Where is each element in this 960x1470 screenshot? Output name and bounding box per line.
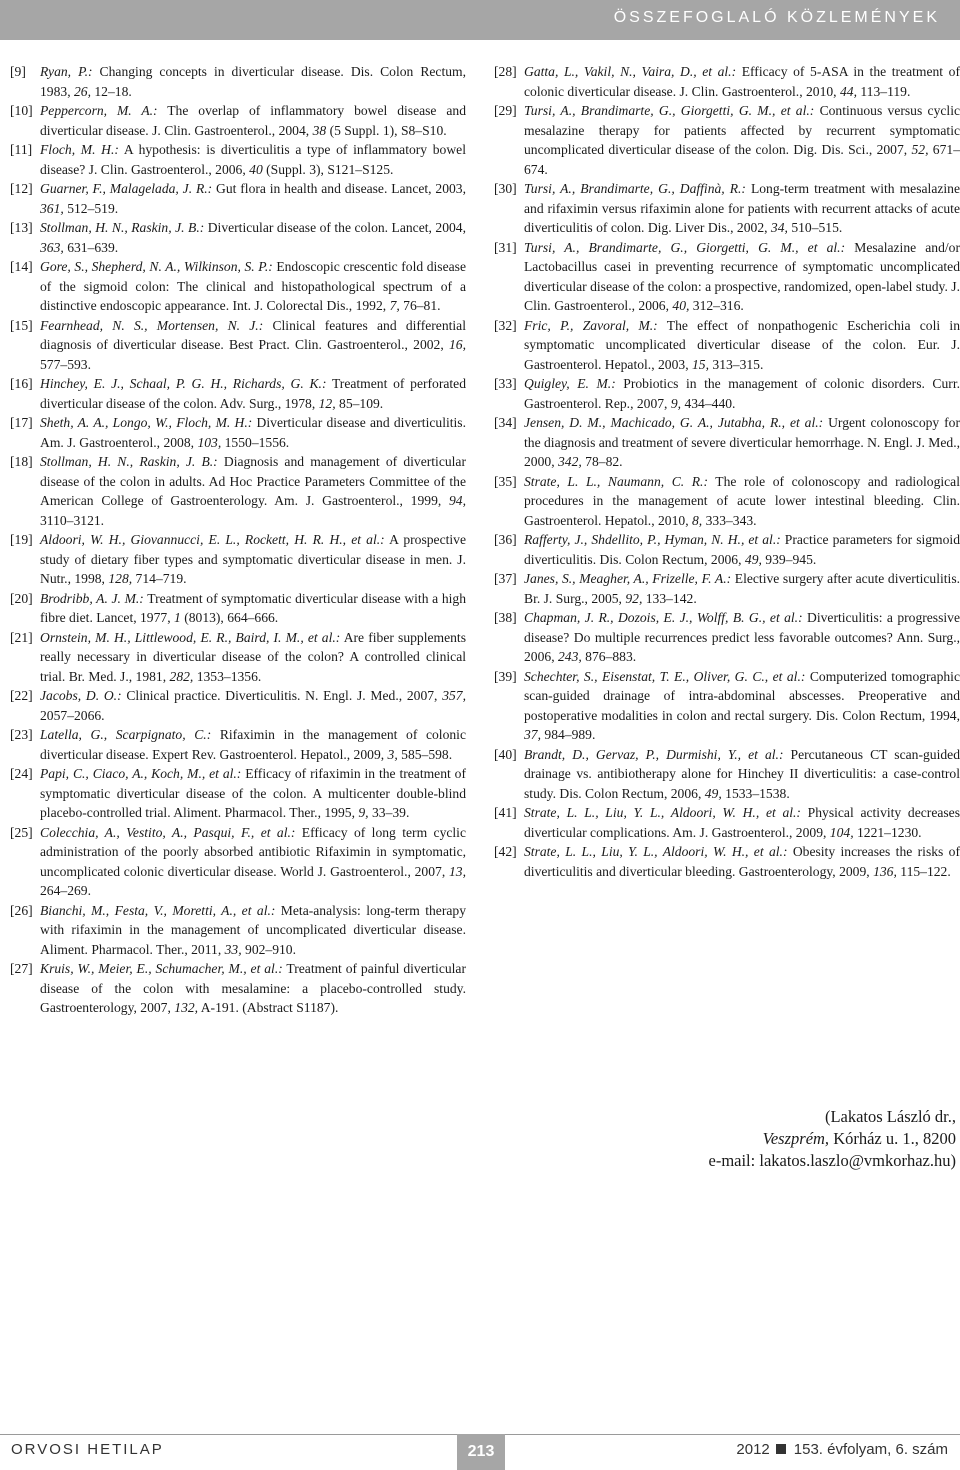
- footer-divider-left: [0, 1434, 457, 1435]
- reference-number: [30]: [494, 181, 517, 196]
- reference-text: Computerized tomographic scan-guided drainage of intra-abdominal abscesses. Preoperative and postoperative modalities in colon and rectal surgery. Dis. Colon Rectum, 1994,: [524, 668, 960, 723]
- reference-item: [494, 413, 960, 472]
- reference-item: [10, 628, 466, 687]
- reference-text: 631–639.: [63, 239, 119, 255]
- reference-volume: 26,: [73, 83, 91, 99]
- reference-authors: Bianchi, M., Festa, V., Moretti, A., et al.:: [40, 902, 276, 918]
- issue-year: 2012: [736, 1441, 770, 1458]
- reference-authors: Stollman, H. N., Raskin, J. B.:: [40, 220, 205, 235]
- references-right-column: [494, 62, 960, 881]
- reference-volume: 243,: [557, 649, 582, 664]
- reference-text: 133–142.: [642, 590, 697, 606]
- reference-volume: 49,: [744, 551, 762, 567]
- reference-item: [494, 745, 960, 804]
- reference-volume: 104,: [829, 824, 854, 840]
- reference-text: 671–674.: [524, 142, 960, 177]
- reference-text: Long-term treatment with mesalazine and rifaximin versus rifaximin alone for patients with recurrent attacks of acute diverticulitis of colon. Dig. Liver Dis., 2002,: [524, 181, 960, 235]
- reference-text: 939–945.: [761, 551, 817, 567]
- reference-volume: 49,: [704, 785, 722, 801]
- reference-text: 76–81.: [399, 298, 441, 313]
- reference-volume: 44,: [839, 83, 857, 99]
- reference-authors: Tursi, A., Brandimarte, G., Giorgetti, G. M., et al.:: [524, 239, 846, 255]
- reference-authors: Schechter, S., Eisenstat, T. E., Oliver, G. C., et al.:: [524, 668, 806, 684]
- section-banner: [0, 0, 960, 40]
- reference-authors: Gatta, L., Vakil, N., Vaira, D., et al.:: [524, 64, 737, 79]
- reference-authors: Brodribb, A. J. M.:: [40, 590, 144, 606]
- reference-authors: Aldoori, W. H., Giovannucci, E. L., Rockett, H. R. H., et al.:: [40, 532, 385, 547]
- reference-volume: 16,: [449, 337, 466, 352]
- reference-item: [10, 959, 466, 1018]
- reference-text: Treatment of perforated diverticular disease of the colon. Adv. Surg., 1978,: [40, 376, 467, 411]
- reference-volume: 342,: [557, 454, 582, 469]
- reference-number: [38]: [494, 610, 517, 625]
- contact-name: (Lakatos László dr.,: [824, 1107, 956, 1126]
- reference-number: [24]: [10, 766, 33, 781]
- reference-item: [10, 140, 466, 179]
- reference-volume: 15,: [692, 356, 709, 372]
- reference-text: 585–598.: [397, 746, 453, 762]
- reference-number: [28]: [494, 64, 517, 79]
- reference-text: Obesity increases the risks of diverticulitis and diverticular bleeding. Gastroenterology, 2009,: [524, 844, 960, 879]
- reference-volume: 94,: [449, 493, 466, 508]
- reference-authors: Rafferty, J., Shdellito, P., Hyman, N. H., et al.:: [524, 532, 781, 547]
- reference-text: Physical activity decreases diverticular complications. Am. J. Gastroenterol., 2009,: [524, 805, 960, 840]
- reference-authors: Janes, S., Meagher, A., Frizelle, F. A.:: [524, 571, 732, 586]
- reference-text: A-191. (Abstract S1187).: [198, 1000, 339, 1015]
- reference-text: Elective surgery after acute diverticulitis. Br. J. Surg., 2005,: [524, 571, 960, 606]
- reference-text: 264–269.: [40, 883, 91, 898]
- reference-text: A hypothesis: is diverticulitis a type of inflammatory bowel disease? J. Clin. Gastroenterol., 2006,: [40, 142, 466, 177]
- reference-item: [494, 530, 960, 569]
- reference-text: Clinical practice. Diverticulitis. N. Engl. J. Med., 2007,: [121, 688, 443, 703]
- references-left-column: [10, 62, 466, 1018]
- reference-text: 115–122.: [896, 863, 951, 879]
- reference-text: 1353–1356.: [193, 668, 262, 684]
- reference-text: The overlap of inflammatory bowel disease and diverticular disease. J. Clin. Gastroenterol., 2004,: [40, 103, 466, 138]
- reference-volume: 9,: [670, 395, 682, 411]
- reference-number: [27]: [10, 961, 33, 976]
- reference-text: Gut flora in health and disease. Lancet, 2003,: [212, 181, 466, 196]
- reference-volume: 52,: [911, 142, 929, 157]
- reference-text: Changing concepts in diverticular disease. Dis. Colon Rectum, 1983,: [40, 64, 466, 99]
- section-title: ÖSSZEFOGLALÓ KÖZLEMÉNYEK: [613, 9, 940, 26]
- journal-name: ORVOSI HETILAP: [11, 1441, 164, 1458]
- reference-item: [10, 901, 466, 960]
- reference-number: [13]: [10, 220, 33, 235]
- reference-text: Clinical features and differential diagnosis of diverticular disease. Best Pract. Clin. Gastroenterol., 2002,: [40, 317, 466, 352]
- reference-text: Diverticular disease and diverticulitis. Am. J. Gastroenterol., 2008,: [40, 415, 466, 450]
- reference-item: [10, 452, 466, 530]
- reference-number: [18]: [10, 454, 33, 469]
- reference-volume: 33,: [224, 941, 242, 957]
- reference-number: [29]: [494, 103, 517, 118]
- reference-authors: Strate, L. L., Naumann, C. R.:: [524, 473, 708, 489]
- reference-text: 113–119.: [856, 83, 911, 99]
- reference-volume: 128,: [108, 571, 133, 586]
- reference-number: [14]: [10, 259, 33, 274]
- reference-text: 312–316.: [689, 298, 744, 313]
- reference-item: [10, 218, 466, 257]
- reference-text: 85–109.: [335, 395, 384, 411]
- reference-number: [11]: [10, 142, 33, 157]
- reference-authors: Floch, M. H.:: [40, 142, 119, 157]
- issue-volume: 153. évfolyam, 6. szám: [793, 1441, 948, 1458]
- reference-authors: Jensen, D. M., Machicado, G. A., Jutabha, R., et al.:: [524, 415, 824, 430]
- contact-address: [596, 1128, 956, 1150]
- reference-number: [16]: [10, 376, 33, 391]
- reference-text: (Suppl. 3), S121–S125.: [262, 161, 394, 177]
- reference-text: 2057–2066.: [40, 707, 105, 723]
- reference-authors: Strate, L. L., Liu, Y. L., Aldoori, W. H., et al.:: [524, 844, 788, 859]
- reference-number: [21]: [10, 629, 33, 645]
- reference-text: Are fiber supplements really necessary in diverticular disease of the colon? A controlled clinical trial. Br. Med. J., 1981,: [40, 629, 466, 684]
- reference-text: Treatment of symptomatic diverticular disease with a high fibre diet. Lancet, 1977,: [40, 590, 466, 625]
- reference-volume: 357,: [442, 688, 466, 703]
- reference-number: [37]: [494, 571, 517, 586]
- reference-item: [10, 686, 466, 725]
- reference-authors: Hinchey, E. J., Schaal, P. G. H., Richards, G. K.:: [40, 376, 327, 391]
- reference-text: 510–515.: [787, 220, 843, 235]
- reference-item: [10, 101, 466, 140]
- reference-authors: Colecchia, A., Vestito, A., Pasqui, F., et al.:: [40, 824, 296, 840]
- reference-authors: Peppercorn, M. A.:: [40, 103, 158, 118]
- reference-text: Meta-analysis: long-term therapy with rifaximin in the management of uncomplicated diverticular disease. Aliment. Pharmacol. Ther., 2011,: [40, 902, 466, 957]
- reference-text: 333–343.: [702, 512, 757, 528]
- reference-item: [494, 62, 960, 101]
- reference-authors: Kruis, W., Meier, E., Schumacher, M., et al.:: [40, 961, 283, 976]
- reference-number: [25]: [10, 824, 33, 840]
- reference-authors: Fric, P., Zavoral, M.:: [524, 317, 658, 333]
- reference-item: [10, 316, 466, 375]
- reference-item: [494, 608, 960, 667]
- reference-text: The effect of nonpathogenic Escherichia coli in symptomatic uncomplicated diverticular disease of the colon. Eur. J. Gastroenterol. Hepatol., 2003,: [524, 317, 960, 372]
- reference-item: [494, 179, 960, 238]
- square-bullet-icon: [776, 1444, 786, 1454]
- reference-number: [36]: [494, 532, 517, 547]
- reference-volume: 282,: [169, 668, 194, 684]
- reference-authors: Tursi, A., Brandimarte, G., Daffinà, R.:: [524, 181, 746, 196]
- reference-number: [26]: [10, 902, 33, 918]
- reference-item: [10, 823, 466, 901]
- reference-text: Endoscopic crescentic fold disease of the sigmoid colon: The clinical and histopathological spectrum of a distinctive endoscopic appearance. Int. J. Colorectal Dis., 1992,: [40, 259, 466, 313]
- reference-volume: 40,: [672, 298, 690, 313]
- reference-text: 577–593.: [40, 356, 91, 372]
- reference-number: [32]: [494, 317, 517, 333]
- reference-text: Diverticular disease of the colon. Lancet, 2004,: [204, 220, 466, 235]
- reference-authors: Latella, G., Scarpignato, C.:: [40, 727, 212, 742]
- reference-number: [15]: [10, 317, 33, 333]
- reference-text: 3110–3121.: [40, 512, 105, 528]
- reference-number: [20]: [10, 590, 33, 606]
- reference-item: [10, 179, 466, 218]
- reference-text: Practice parameters for sigmoid diverticulitis. Dis. Colon Rectum, 2006,: [524, 532, 960, 567]
- reference-number: [9]: [10, 64, 26, 79]
- reference-volume: 361,: [40, 200, 64, 216]
- reference-number: [17]: [10, 415, 33, 430]
- reference-volume: 40: [249, 161, 263, 177]
- reference-text: 313–315.: [709, 356, 764, 372]
- reference-text: The role of colonoscopy and radiological procedures in the management of acute lower intestinal bleeding. Clin. Gastroenterol. Hepatol., 2010,: [524, 473, 960, 528]
- reference-authors: Brandt, D., Gervaz, P., Durmishi, Y., et al.:: [524, 746, 784, 762]
- reference-text: (5 Suppl. 1), S8–S10.: [326, 122, 447, 138]
- reference-text: A prospective study of dietary fiber types and symptomatic diverticular disease in men. J. Nutr., 1998,: [40, 532, 466, 586]
- author-contact: [596, 1106, 956, 1172]
- reference-volume: 37,: [524, 727, 541, 742]
- reference-authors: Papi, C., Ciaco, A., Koch, M., et al.:: [40, 766, 242, 781]
- reference-text: Percutaneous CT scan-guided drainage vs. antibiotherapy alone for Hinchey II diverticulitis: a case-control study. Dis. Colon Rectum, 2006,: [524, 746, 960, 801]
- reference-authors: Chapman, J. R., Dozois, E. J., Wolff, B. G., et al.:: [524, 610, 803, 625]
- reference-number: [39]: [494, 668, 517, 684]
- reference-number: [23]: [10, 727, 33, 742]
- reference-authors: Gore, S., Shepherd, N. A., Wilkinson, S. P.:: [40, 259, 273, 274]
- reference-text: 1550–1556.: [221, 434, 290, 450]
- reference-volume: 9,: [358, 805, 369, 820]
- reference-item: [10, 530, 466, 589]
- reference-text: 1533–1538.: [721, 785, 790, 801]
- reference-volume: 12,: [318, 395, 336, 411]
- reference-authors: Jacobs, D. O.:: [40, 688, 122, 703]
- reference-volume: 7,: [389, 298, 400, 313]
- reference-volume: 38: [312, 122, 327, 138]
- reference-text: 512–519.: [63, 200, 119, 216]
- reference-volume: 363,: [40, 239, 64, 255]
- reference-item: [494, 316, 960, 375]
- reference-item: [494, 238, 960, 316]
- reference-text: 984–989.: [541, 727, 596, 742]
- reference-number: [10]: [10, 103, 33, 118]
- reference-number: [33]: [494, 376, 517, 391]
- contact-city: Veszprém,: [762, 1129, 830, 1148]
- reference-authors: Quigley, E. M.:: [524, 376, 616, 391]
- reference-number: [12]: [10, 181, 33, 196]
- reference-volume: 136,: [873, 863, 897, 879]
- reference-text: Diverticulitis: a progressive disease? Do multiple recurrences predict less favorable outcomes? Ann. Surg., 2006,: [524, 610, 960, 664]
- reference-number: [34]: [494, 415, 517, 430]
- reference-text: Treatment of painful diverticular disease of the colon with mesalamine: a placebo-controlled study. Gastroenterology, 2007,: [40, 961, 466, 1015]
- reference-item: [10, 257, 466, 316]
- reference-volume: 1: [174, 610, 181, 625]
- issue-info: [736, 1441, 948, 1458]
- reference-authors: Fearnhead, N. S., Mortensen, N. J.:: [40, 317, 264, 333]
- reference-text: 12–18.: [90, 83, 132, 99]
- reference-authors: Sheth, A. A., Longo, W., Floch, M. H.:: [40, 415, 253, 430]
- reference-volume: 13,: [449, 863, 466, 879]
- reference-number: [31]: [494, 239, 517, 255]
- reference-item: [494, 374, 960, 413]
- contact-email: e-mail: lakatos.laszlo@vmkorhaz.hu): [708, 1151, 956, 1170]
- reference-item: [10, 374, 466, 413]
- reference-number: [40]: [494, 746, 517, 762]
- reference-item: [10, 764, 466, 823]
- reference-text: Efficacy of 5-ASA in the treatment of colonic diverticular disease. J. Clin. Gastroenterol., 2010,: [524, 64, 960, 99]
- reference-item: [494, 101, 960, 179]
- reference-text: Efficacy of rifaximin in the treatment of symptomatic diverticular disease of the colon. A multicenter double-blind placebo-controlled trial. Aliment. Pharmacol. Ther., 1995,: [40, 766, 466, 820]
- reference-authors: Ornstein, M. H., Littlewood, E. R., Baird, I. M., et al.:: [40, 629, 341, 645]
- reference-text: Mesalazine and/or Lactobacillus casei in preventing recurrence of symptomatic uncomplicated diverticular disease of the colon: a prospective, randomized, open-label study. J. Clin. Gastroenterol., 2006,: [524, 239, 960, 313]
- reference-authors: Tursi, A., Brandimarte, G., Giorgetti, G. M., et al.:: [524, 103, 815, 118]
- footer-divider-right: [505, 1434, 960, 1435]
- reference-text: 78–82.: [581, 454, 623, 469]
- reference-item: [10, 62, 466, 101]
- reference-volume: 132,: [174, 1000, 199, 1015]
- reference-text: Urgent colonoscopy for the diagnosis and treatment of severe diverticular hemorrhage. N. Engl. J. Med., 2000,: [524, 415, 960, 469]
- reference-item: [10, 725, 466, 764]
- contact-street: Kórház u. 1., 8200: [829, 1129, 956, 1148]
- reference-text: 902–910.: [241, 941, 296, 957]
- reference-volume: 8,: [692, 512, 703, 528]
- reference-text: 434–440.: [681, 395, 736, 411]
- reference-item: [494, 667, 960, 745]
- reference-item: [494, 842, 960, 881]
- reference-text: 33–39.: [368, 805, 410, 820]
- reference-authors: Guarner, F., Malagelada, J. R.:: [40, 181, 213, 196]
- reference-number: [22]: [10, 688, 33, 703]
- reference-item: [10, 589, 466, 628]
- reference-number: [35]: [494, 473, 517, 489]
- reference-authors: Strate, L. L., Liu, Y. L., Aldoori, W. H., et al.:: [524, 805, 801, 820]
- reference-item: [10, 413, 466, 452]
- reference-text: Diagnosis and management of diverticular disease of the colon in adults. Ad Hoc Practice Parameters Committee of the American College of Gastroenterology. Am. J. Gastroenterol., 1999,: [40, 454, 466, 508]
- reference-item: [494, 569, 960, 608]
- reference-number: [19]: [10, 532, 33, 547]
- reference-text: (8013), 664–666.: [180, 610, 279, 625]
- reference-volume: 3,: [387, 746, 398, 762]
- reference-authors: Stollman, H. N., Raskin, J. B.:: [40, 454, 218, 469]
- reference-volume: 34,: [770, 220, 788, 235]
- reference-authors: Ryan, P.:: [40, 64, 93, 79]
- page-number: 213: [457, 1434, 505, 1470]
- reference-text: Rifaximin in the management of colonic diverticular disease. Expert Rev. Gastroenterol. Hepatol., 2009,: [40, 727, 466, 762]
- reference-text: Efficacy of long term cyclic administration of the poorly absorbed antibiotic Rifaximin in symptomatic, uncomplicated colonic diverticular disease. World J. Gastroenterol., 2007,: [40, 824, 466, 879]
- reference-item: [494, 472, 960, 531]
- reference-text: Probiotics in the management of colonic disorders. Curr. Gastroenterol. Rep., 2007,: [524, 376, 960, 411]
- reference-text: 1221–1230.: [853, 824, 922, 840]
- reference-text: Continuous versus cyclic mesalazine therapy for patients affected by recurrent symptomatic uncomplicated diverticular disease of the colon. Dig. Dis. Sci., 2007,: [524, 103, 960, 157]
- reference-volume: 92,: [625, 590, 643, 606]
- reference-text: 876–883.: [581, 649, 637, 664]
- reference-text: 714–719.: [132, 571, 187, 586]
- reference-number: [42]: [494, 844, 517, 859]
- reference-volume: 103,: [197, 434, 222, 450]
- reference-number: [41]: [494, 805, 517, 820]
- reference-item: [494, 803, 960, 842]
